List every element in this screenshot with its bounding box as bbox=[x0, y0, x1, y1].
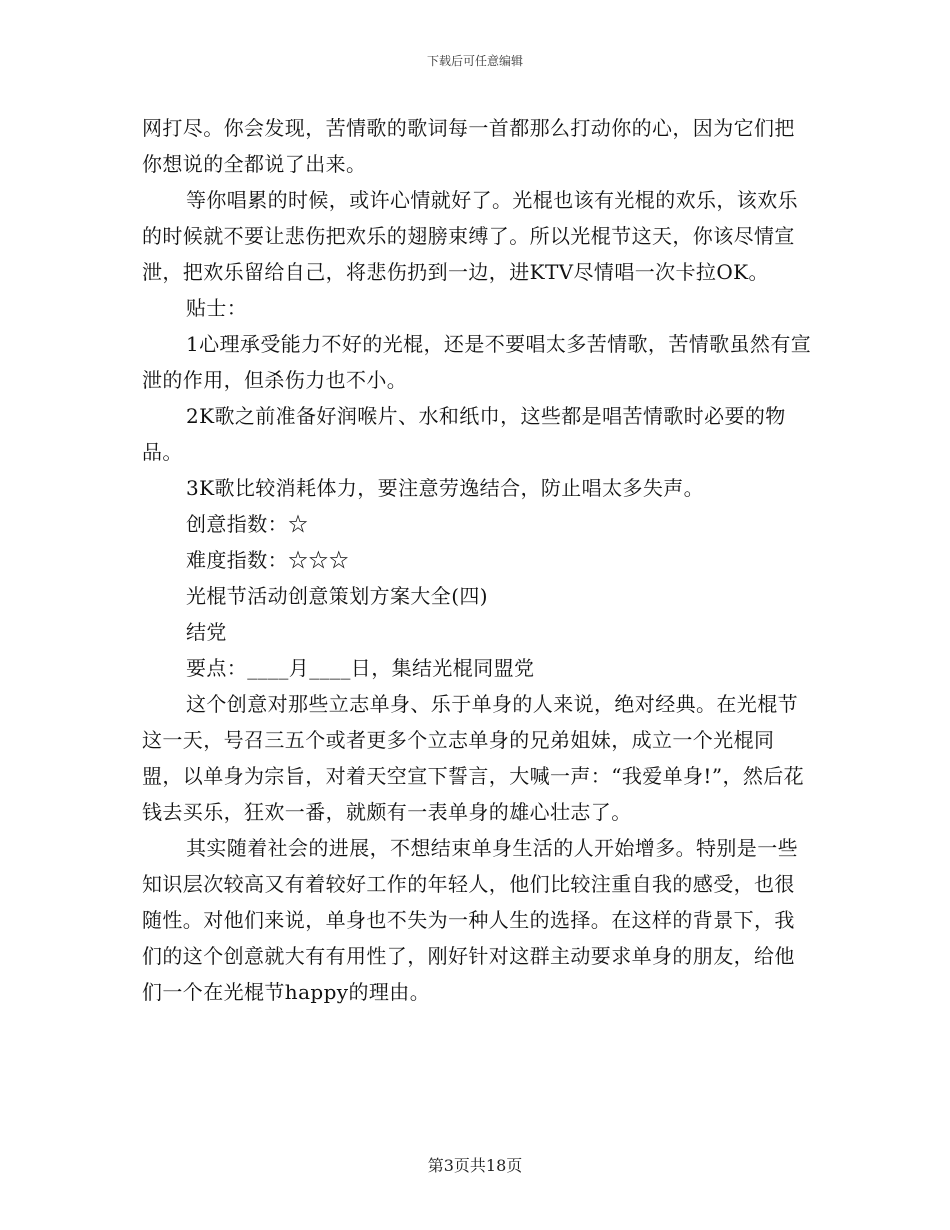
tip-item: 3K歌比较消耗体力，要注意劳逸结合，防止唱太多失声。 bbox=[186, 476, 705, 500]
paragraph: 这个创意对那些立志单身、乐于单身的人来说，绝对经典。在光棍节这一天，号召三五个或者更多个立志单身的兄弟姐妹，成立一个光棍同盟，以单身为宗旨，对着天空宣下誓言，大喊一声：“我爱单身!”，然后花钱去买乐，狂欢一番，就颇有一表单身的雄心壮志了。 bbox=[142, 692, 805, 824]
tips-heading: 贴士： bbox=[186, 296, 248, 320]
document-body bbox=[142, 110, 812, 1010]
page-footer: 第3页共18页 bbox=[427, 1156, 523, 1175]
key-point: 要点：____月____日，集结光棍同盟党 bbox=[186, 656, 535, 680]
tip-item: 2K歌之前准备好润喉片、水和纸巾，这些都是唱苦情歌时必要的物品。 bbox=[142, 404, 786, 464]
subsection-title: 结党 bbox=[186, 620, 227, 644]
tip-item: 1心理承受能力不好的光棍，还是不要唱太多苦情歌，苦情歌虽然有宣泄的作用，但杀伤力也不小。 bbox=[142, 332, 812, 392]
paragraph: 网打尽。你会发现，苦情歌的歌词每一首都那么打动你的心，因为它们把你想说的全都说了出来。 bbox=[142, 116, 795, 176]
paragraph: 等你唱累的时候，或许心情就好了。光棍也该有光棍的欢乐，该欢乐的时候就不要让悲伤把欢乐的翅膀束缚了。所以光棍节这天，你该尽情宣泄，把欢乐留给自己，将悲伤扔到一边，进KTV尽情唱一次卡拉OK。 bbox=[142, 188, 798, 284]
section-title: 光棍节活动创意策划方案大全(四) bbox=[186, 584, 489, 608]
difficulty-rating: 难度指数：☆☆☆ bbox=[186, 548, 350, 572]
creativity-rating: 创意指数：☆ bbox=[186, 512, 309, 536]
paragraph: 其实随着社会的进展，不想结束单身生活的人开始增多。特别是一些知识层次较高又有着较好工作的年轻人，他们比较注重自我的感受，也很随性。对他们来说，单身也不失为一种人生的选择。在这样的背景下，我们的这个创意就大有有用性了，刚好针对这群主动要求单身的朋友，给他们一个在光棍节happy的理由。 bbox=[142, 836, 798, 1004]
page-header: 下载后可任意编辑 bbox=[426, 54, 523, 68]
